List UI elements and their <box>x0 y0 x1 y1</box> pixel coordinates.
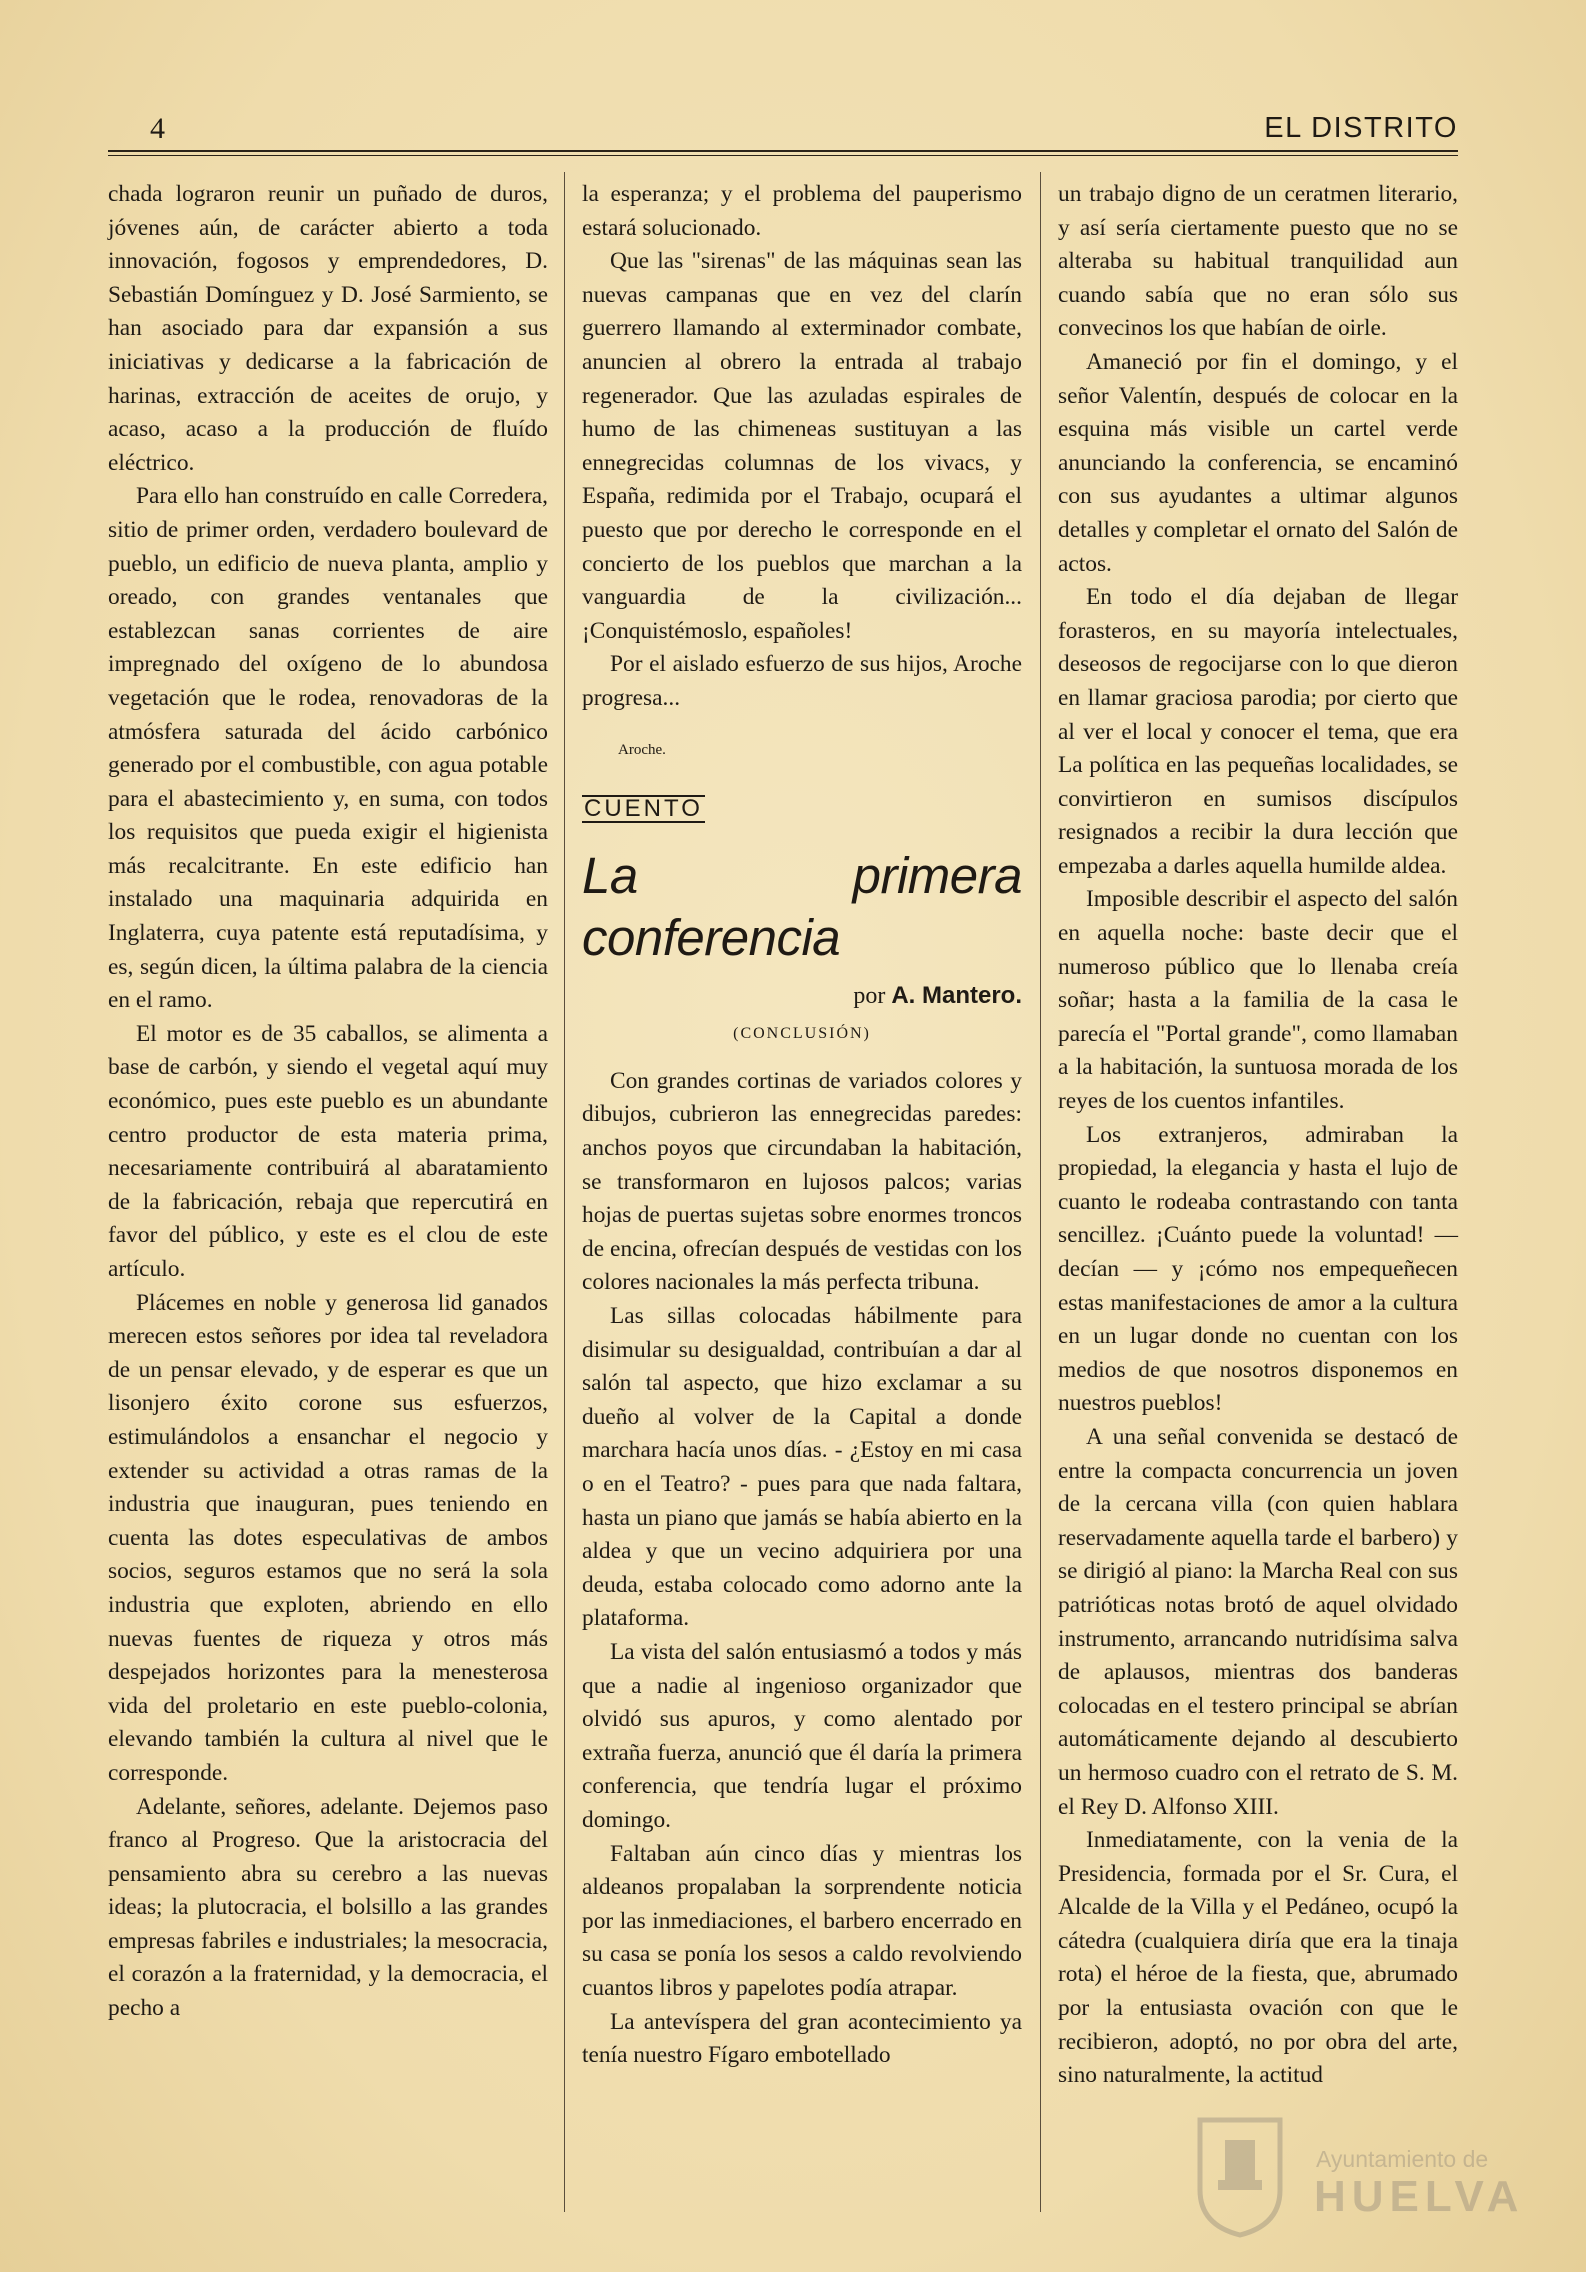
paragraph: Las sillas colocadas hábilmente para disimular su desigualdad, contribuían a dar al salón tal aspecto, que hizo exclamar a su dueño al volver de la Capital a donde marchara hacía unos días. - ¿Estoy en mi casa o en el Teatro? - pues para que nada faltara, hasta un piano que jamás se había abierto en la aldea y que un vecino adquiriera por una deuda, estaba colocado como adorno ante la plataforma. <box>582 1303 1022 1632</box>
coat-of-arms-icon <box>1180 2110 1300 2240</box>
paragraph: Adelante, señores, adelante. Dejemos paso franco al Progreso. Que la aristocracia del pensamiento abra su cerebro a las nuevas ideas; la plutocracia, el bolsillo a las grandes empresas fabriles e industriales; la mesocracia, el corazón a la fraternidad, y la democracia, el pecho a <box>108 1793 548 2022</box>
paragraph: Faltaban aún cinco días y mientras los aldeanos propalaban la sorprendente noticia por las inmediaciones, el barbero encerrado en su casa se ponía los sesos a caldo revolviendo cuantos libros y papelotes podía atrapar. <box>582 1840 1022 2001</box>
page-header <box>108 112 1458 148</box>
paragraph: Imposible describir el aspecto del salón en aquella noche: baste decir que el numeroso público que lo llenaba creía soñar; hasta a la familia de la casa le parecía el "Portal grande", como llamaban a la habitación, la suntuosa morada de los reyes de los cuentos infantiles. <box>1058 886 1458 1115</box>
paragraph: Por el aislado esfuerzo de sus hijos, Aroche progresa... <box>582 651 1022 711</box>
watermark-line2: HUELVA <box>1314 2172 1525 2221</box>
paragraph: En todo el día dejaban de llegar forasteros, en su mayoría intelectuales, deseosos de regocijarse con lo que dieron en llamar graciosa parodia; por cierto que al ver el local y conocer el tema, que era La política en las pequeñas localidades, se convirtieron en sumisos discípulos resignados a recibir la dura lección que empezaba a darles aquella humilde aldea. <box>1058 584 1458 879</box>
paragraph: Los extranjeros, admiraban la propiedad, la elegancia y hasta el lujo de cuanto le rodeaba contrastando con tanta sencillez. ¡Cuánto puede la voluntad! —decían — y ¡cómo nos empequeñecen estas manifestaciones de amor a la cultura en un lugar donde no cuentan con los medios de que nosotros disponemos en nuestros pueblos! <box>1058 1121 1458 1417</box>
paragraph: La vista del salón entusiasmó a todos y más que a nadie al ingenioso organizador que olvidó sus apuros, y como alentado por extraña fuerza, anunció que él daría la primera conferencia, que tendría lugar el próximo domingo. <box>582 1638 1022 1833</box>
header-rule <box>108 150 1458 152</box>
section-label: CUENTO <box>584 795 703 823</box>
paragraph: Inmediatamente, con la venia de la Presidencia, formada por el Sr. Cura, el Alcalde de la Villa y el Pedáneo, ocupó la cátedra (cualquiera diría que era la tinaja rota) el héroe de la fiesta, que, abrumado por la entusiasta ovación con que le recibieron, adoptó, no por obra del arte, sino naturalmente, la actitud <box>1058 1827 1458 2089</box>
story-title: La primera conferencia <box>582 846 1022 966</box>
paragraph: Para ello han construído en calle Corredera, sitio de primer orden, verdadero boulevard de pueblo, un edificio de nueva planta, amplio y oreado, con grandes ventanales que establezcan sanas corrientes de aire impregnado del oxígeno de lo abundosa vegetación que le rodea, renovadoras de la atmósfera saturada del ácido carbónico generado por el combustible, con agua potable para el abastecimiento y, en suma, con todos los requisitos que pueda exigir el higienista más recalcitrante. En este edificio han instalado una maquinaria adquirida en Inglaterra, cuya patente está reputadísima, y es, según dicen, la última palabra de la ciencia en el ramo. <box>108 483 548 1014</box>
paragraph: Amaneció por fin el domingo, y el señor Valentín, después de colocar en la esquina más visible un cartel verde anunciando la conferencia, se encaminó con sus ayudantes a ultimar algunos detalles y completar el ornato del Salón de actos. <box>1058 348 1458 577</box>
paragraph: Plácemes en noble y generosa lid ganados merecen estos señores por idea tal reveladora de un pensar elevado, y de esperar es que un lisonjero éxito corone sus esfuerzos, estimulándolos a ensanchar el negocio y extender su actividad a otras ramas de la industria que inauguran, pues teniendo en cuenta las dotes especulativas de ambos socios, seguros estamos que no será la sola industria que exploten, abriendo en ello nuevas fuentes de riqueza y otros más despejados horizontes para la menesterosa vida del proletario en este pueblo-colonia, elevando también la cultura al nivel que le corresponde. <box>108 1289 548 1786</box>
watermark-line1: Ayuntamiento de <box>1316 2146 1489 2172</box>
article-signature: Aroche. <box>618 741 666 758</box>
archive-watermark <box>1180 2110 1525 2240</box>
author-name: A. Mantero. <box>891 981 1022 1009</box>
publication-title: EL DISTRITO <box>1264 112 1458 144</box>
column-2 <box>582 178 1022 2073</box>
column-divider <box>564 172 565 2212</box>
column-divider <box>1040 172 1041 2212</box>
paragraph: Que las "sirenas" de las máquinas sean las nuevas campanas que en vez del clarín guerrero llamando al exterminador combate, anuncien al obrero la entrada al trabajo regenerador. Que las azuladas espirales de humo de las chimeneas sustituyan a las ennegrecidas columnas de los vivacs, y España, redimida por el Trabajo, ocupará el puesto que por derecho le corresponde en el concierto de los pueblos que marchan a la vanguardia de la civilización... ¡Conquistémoslo, españoles! <box>582 248 1022 644</box>
paragraph: la esperanza; y el problema del pauperismo estará solucionado. <box>582 181 1022 241</box>
byline-prefix: por <box>853 982 886 1009</box>
paragraph: Con grandes cortinas de variados colores y dibujos, cubrieron las ennegrecidas paredes: anchos poyos que circundaban la habitación, se transformaron en lujosos palcos; varias hojas de puertas sujetas sobre enormes troncos de encina, ofrecían después de vestidas con los colores nacionales la más perfecta tribuna. <box>582 1067 1022 1296</box>
paragraph: chada lograron reunir un puñado de duros, jóvenes aún, de carácter abierto a toda innovación, fogosos y emprendedores, D. Sebastián Domínguez y D. José Sarmiento, se han asociado para dar expansión a sus iniciativas y dedicarse a la fabricación de harinas, extracción de aceites de orujo, y acaso, acaso a la producción de fluído eléctrico. <box>108 181 548 476</box>
byline <box>582 979 1022 1014</box>
paragraph: El motor es de 35 caballos, se alimenta a base de carbón, y siendo el vegetal aquí muy económico, pues este pueblo es un abundante centro productor de esta materia prima, necesariamente contribuirá al abaratamiento de la fabricación, rebaja que repercutirá en favor del público, y este es el clou de este artículo. <box>108 1020 548 1282</box>
paragraph: un trabajo digno de un ceratmen literario, y así sería ciertamente puesto que no se alteraba su habitual tranquilidad aun cuando sabía que no eran sólo sus convecinos los que habían de oirle. <box>1058 181 1458 342</box>
column-1 <box>108 178 548 2026</box>
column-3 <box>1058 178 1458 2093</box>
paragraph: La antevíspera del gran acontecimiento ya tenía nuestro Fígaro embotellado <box>582 2008 1022 2069</box>
page-number: 4 <box>150 112 165 145</box>
header-rule-thin <box>108 155 1458 156</box>
conclusion-note: (CONCLUSIÓN) <box>733 1025 871 1043</box>
paragraph: A una señal convenida se destacó de entre la compacta concurrencia un joven de la cercana villa (con quien hablara reservadamente aquella tarde el barbero) y se dirigió al piano: la Marcha Real con sus patrióticas notas brotó de aquel olvidado instrumento, arrancando nutridísima salva de aplausos, mientras dos banderas colocadas en el testero principal se abrían automáticamente dejando al descubierto un hermoso cuadro con el retrato de S. M. el Rey D. Alfonso XIII. <box>1058 1423 1458 1820</box>
